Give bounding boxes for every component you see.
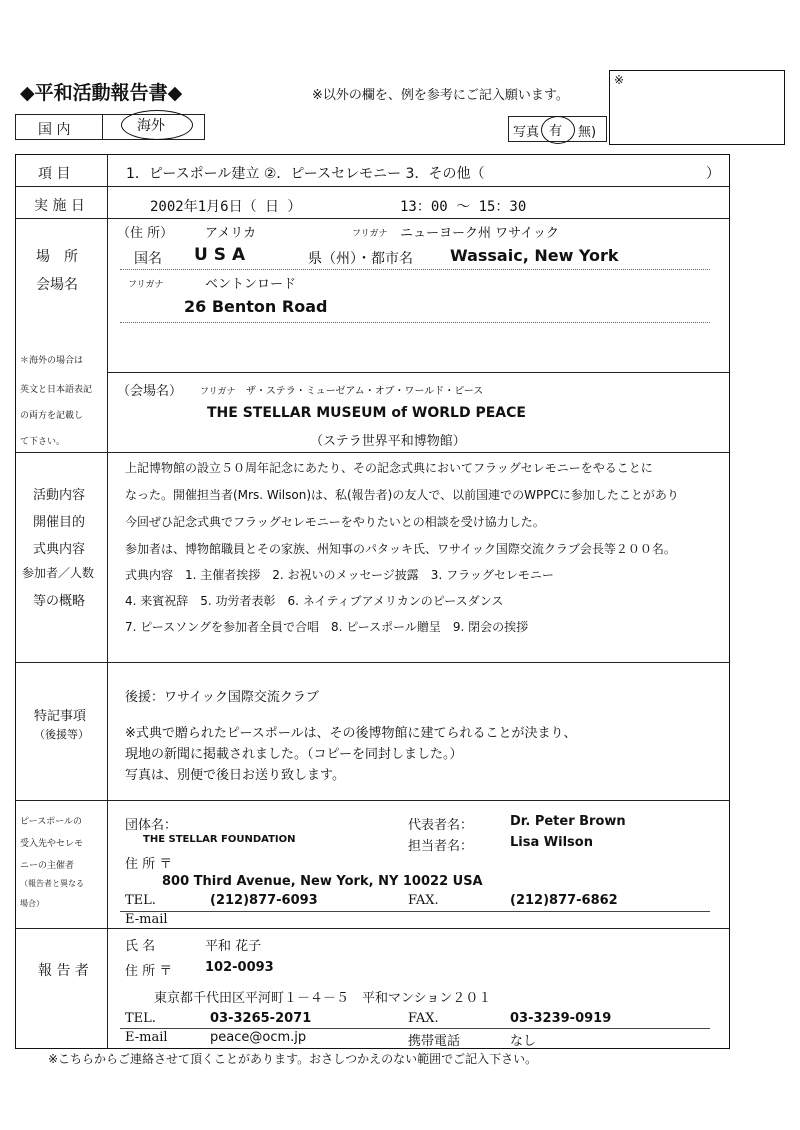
special-line-3: 現地の新聞に掲載されました。（コピーを同封しました。） <box>125 747 463 762</box>
host-fax-label: FAX. <box>408 893 439 908</box>
time-value: 13：00 〜 15：30 <box>400 199 527 215</box>
venue-name-en: THE STELLAR MUSEUM of WORLD PEACE <box>207 405 526 421</box>
reporter-email-label: E-mail <box>125 1030 168 1045</box>
date-value: 2002年1月6日（ 日 ） <box>150 199 302 215</box>
overseas-note-2: 英文と日本語表記 <box>20 385 93 395</box>
reporter-tel-value: 03-3265-2071 <box>210 1011 312 1026</box>
venue-name-ja: （ステラ世界平和博物館） <box>310 434 466 449</box>
date-label: 実 施 日 <box>34 198 85 214</box>
reporter-name-label: 氏 名 <box>125 939 156 954</box>
overseas-note-3: の両方を記載し <box>20 411 84 421</box>
overseas-note-1: ＊海外の場合は <box>20 356 84 366</box>
overseas-note-4: て下さい。 <box>20 437 66 447</box>
overseas-label: 海外 <box>137 118 165 134</box>
reporter-name-value: 平和 花子 <box>205 939 262 954</box>
reporter-fax-value: 03-3239-0919 <box>510 1011 612 1026</box>
instruction-note: ※以外の欄を、例を参考にご記入願います。 <box>312 88 569 103</box>
host-address-label: 住 所 〒 <box>125 857 173 872</box>
host-fax-value: (212)877-6862 <box>510 893 618 908</box>
host-label-5: 場合） <box>20 899 44 908</box>
photo-label: 写真 <box>513 125 540 140</box>
state-furigana-label: フリガナ <box>352 229 388 239</box>
reporter-address-value: 東京都千代田区平河町１－４－５ 平和マンション２０１ <box>154 991 492 1006</box>
photo-no: 無) <box>578 125 597 140</box>
special-label: 特記事項 <box>34 709 87 724</box>
special-sublabel: （後援等） <box>34 728 89 741</box>
activity-label-1: 活動内容 <box>33 488 86 503</box>
country-value: USA <box>194 245 252 265</box>
photo-box <box>609 70 785 145</box>
reporter-mobile-value: なし <box>510 1034 537 1049</box>
item-options: 1．ピースポール建立 ②．ピースセレモニー 3．その他（ <box>126 166 485 182</box>
activity-line-1: 上記博物館の設立５０周年記念にあたり、その記念式典においてフラッグセレモニーをやることに <box>125 461 653 475</box>
activity-line-3: 今回ぜひ記念式典でフラッグセレモニーをやりたいとの相談を受け協力した。 <box>125 515 545 529</box>
street-furigana: ベントンロード <box>205 277 297 292</box>
item-label: 項 目 <box>38 166 71 182</box>
activity-line-7: 7. ピースソングを参加者全員で合唱 8. ピースポール贈呈 9. 閉会の挨拶 <box>125 620 529 634</box>
reporter-postal-value: 102-0093 <box>205 960 274 975</box>
city-value: Wassaic, New York <box>450 246 619 265</box>
special-line-1: 後援：ワサイック国際交流クラブ <box>125 690 319 705</box>
venue-furigana: ザ・ステラ・ミューゼアム・オブ・ワールド・ピース <box>246 386 484 397</box>
reporter-mobile-label: 携帯電話 <box>408 1034 461 1049</box>
photo-yes: 有 <box>549 124 563 139</box>
host-org-value: THE STELLAR FOUNDATION <box>143 834 296 845</box>
state-furigana: ニューヨーク州 ワサイック <box>400 226 559 241</box>
activity-line-2: なった。開催担当者(Mrs. Wilson)は、私(報告者)の友人で、以前国連でのWPPCに参加したことがあり <box>125 488 679 502</box>
host-label-1: ピースポールの <box>20 817 83 827</box>
activity-line-6: 4. 来賓祝辞 5. 功労者表彰 6. ネイティブアメリカンのピースダンス <box>125 594 504 608</box>
host-org-label: 団体名： <box>125 818 178 833</box>
host-contact-value: Lisa Wilson <box>510 835 593 850</box>
reporter-label: 報 告 者 <box>38 963 89 979</box>
reporter-tel-label: TEL. <box>125 1011 156 1026</box>
venue-label: 会場名 <box>36 277 78 293</box>
activity-line-5: 式典内容 1. 主催者挨拶 2. お祝いのメッセージ披露 3. フラッグセレモニー <box>125 568 554 582</box>
place-label: 場 所 <box>36 249 78 265</box>
special-line-2: ※式典で贈られたピースポールは、その後博物館に建てられることが決まり、 <box>125 726 577 741</box>
address-value: アメリカ <box>205 226 257 241</box>
reporter-fax-label: FAX. <box>408 1011 439 1026</box>
host-label-3: ニーの主催者 <box>20 861 75 871</box>
host-rep-value: Dr. Peter Brown <box>510 814 626 829</box>
activity-label-4: 参加者／人数 <box>22 566 95 580</box>
host-label-2: 受入先やセレモ <box>20 839 84 849</box>
report-title: ◆平和活動報告書◆ <box>20 82 183 104</box>
street-furigana-label: フリガナ <box>128 280 164 290</box>
host-label-4: （報告者と異なる <box>20 879 84 888</box>
address-label: （住 所） <box>117 226 174 241</box>
activity-label-2: 開催目的 <box>33 515 86 530</box>
host-tel-label: TEL. <box>125 893 156 908</box>
activity-line-4: 参加者は、博物館職員とその家族、州知事のパタッキ氏、ワサイック国際交流クラブ会長等２００名。 <box>125 542 676 556</box>
host-email-label: E-mail <box>125 912 168 927</box>
item-close-paren: ） <box>706 166 720 182</box>
host-address-value: 800 Third Avenue, New York, NY 10022 USA <box>162 874 483 889</box>
host-tel-value: (212)877-6093 <box>210 893 318 908</box>
special-line-4: 写真は、別便で後日お送り致します。 <box>125 768 345 783</box>
domestic-label: 国 内 <box>38 122 71 138</box>
country-label: 国名 <box>134 251 162 267</box>
host-rep-label: 代表者名： <box>408 818 474 833</box>
city-label: 県（州）・都市名 <box>308 251 413 267</box>
venue-furigana-label: フリガナ <box>200 387 236 397</box>
footer-note: ※こちらからご連絡させて頂くことがあります。おさしつかえのない範囲でご記入下さい。 <box>48 1052 538 1066</box>
street-value: 26 Benton Road <box>184 297 328 316</box>
venue-name-label: （会場名） <box>117 384 183 399</box>
activity-label-3: 式典内容 <box>33 542 86 557</box>
activity-label-5: 等の概略 <box>33 594 86 609</box>
reporter-address-label: 住 所 〒 <box>125 964 173 979</box>
host-contact-label: 担当者名： <box>408 839 474 854</box>
reporter-email-value: peace@ocm.jp <box>210 1030 307 1045</box>
photo-box-mark: ※ <box>614 73 625 87</box>
